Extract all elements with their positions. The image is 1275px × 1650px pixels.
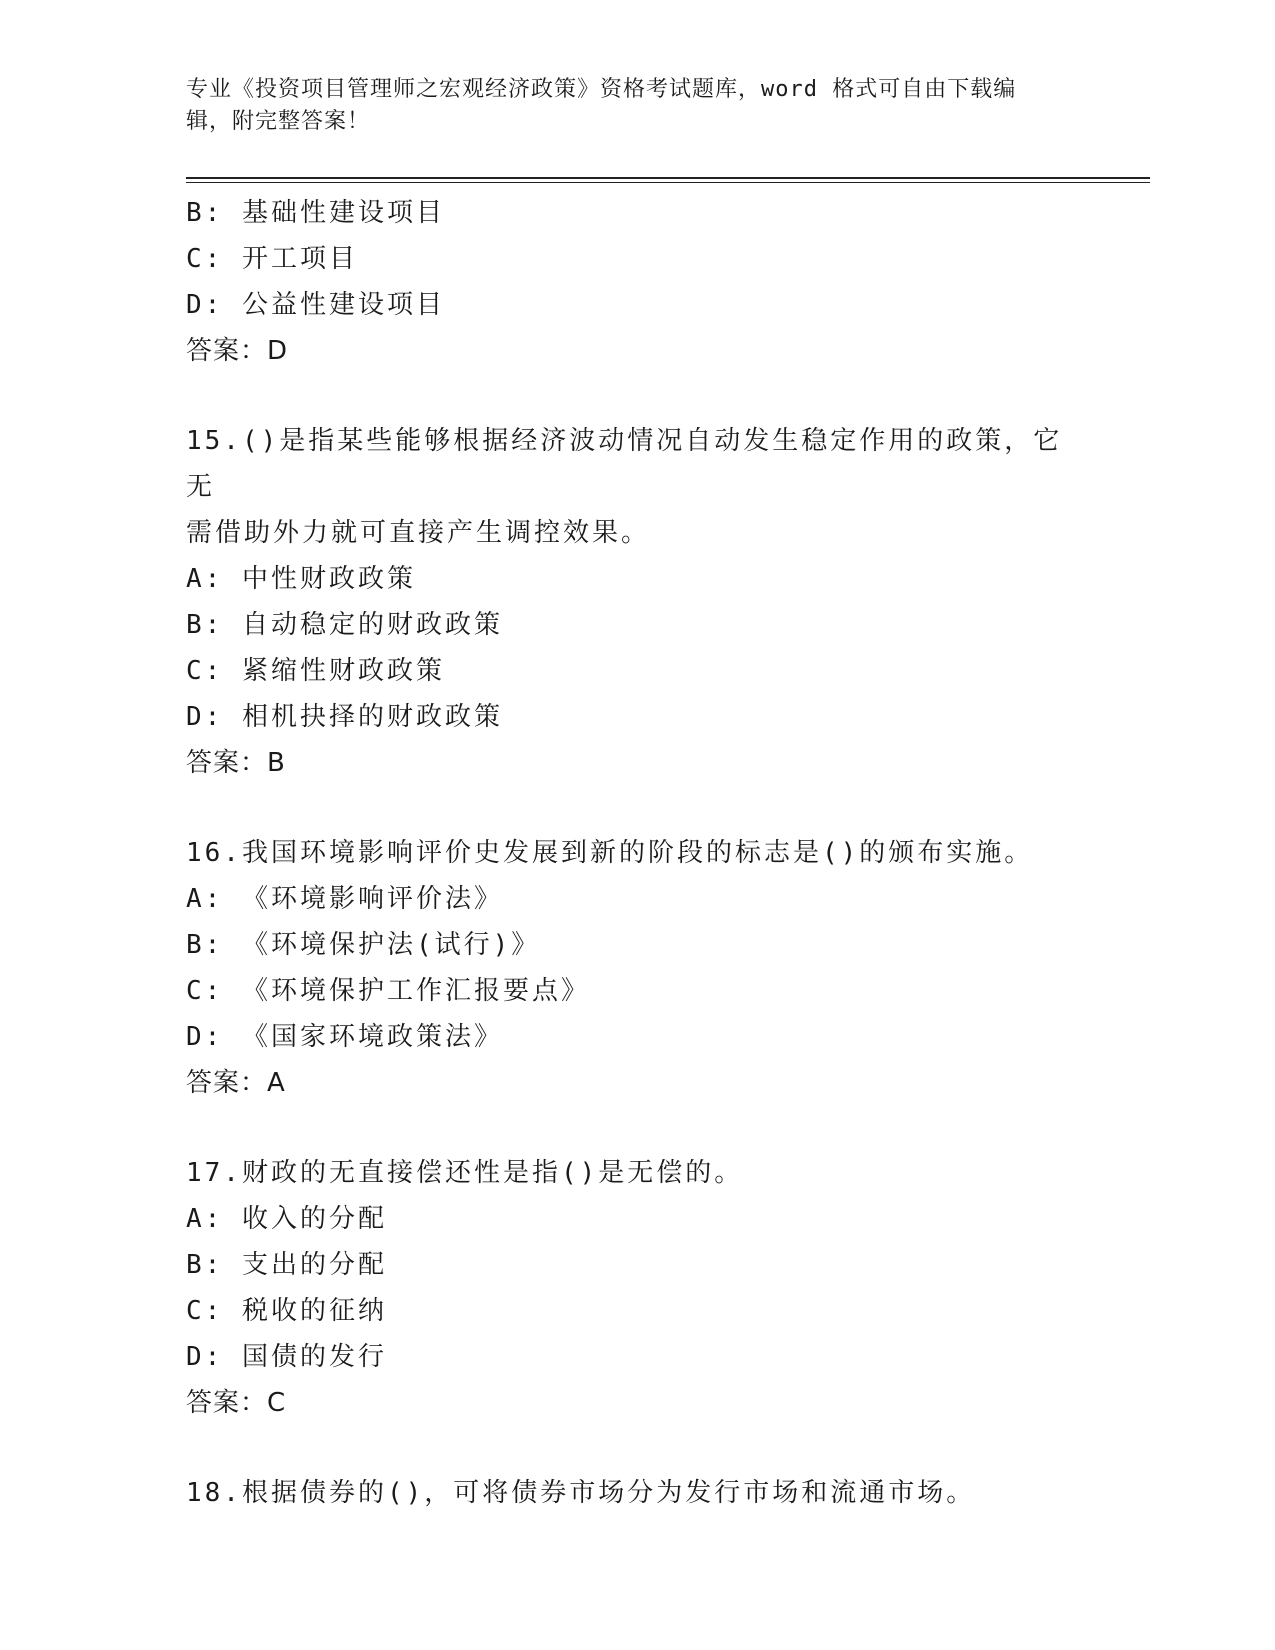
answer-line: 答案：A	[186, 1068, 286, 1098]
question-stem-line-1: 16.我国环境影响评价史发展到新的阶段的标志是()的颁布实施。	[186, 838, 1034, 868]
option-b: B: 自动稳定的财政政策	[186, 610, 503, 640]
question-stem-line-1: 15.()是指某些能够根据经济波动情况自动发生稳定作用的政策，它无	[186, 426, 1063, 502]
option-c: C: 《环境保护工作汇报要点》	[186, 976, 590, 1006]
option-c: C: 税收的征纳	[186, 1296, 387, 1326]
spacer	[186, 374, 1086, 418]
option-d: D: 《国家环境政策法》	[186, 1022, 503, 1052]
option-b: B: 基础性建设项目	[186, 198, 445, 228]
option-a: A: 《环境影响评价法》	[186, 884, 503, 914]
spacer	[186, 1426, 1086, 1470]
option-a: A: 收入的分配	[186, 1204, 387, 1234]
question-list	[186, 190, 1086, 1516]
option-d: D: 相机抉择的财政政策	[186, 702, 503, 732]
option-b: B: 支出的分配	[186, 1250, 387, 1280]
option-c: C: 开工项目	[186, 244, 358, 274]
question-16	[186, 830, 1086, 1106]
option-d: D: 公益性建设项目	[186, 290, 445, 320]
question-stem-line-1: 17.财政的无直接偿还性是指()是无偿的。	[186, 1158, 744, 1188]
header-divider-thick	[186, 177, 1150, 179]
option-d: D: 国债的发行	[186, 1342, 387, 1372]
answer-line: 答案：B	[186, 748, 286, 778]
option-a: A: 中性财政政策	[186, 564, 416, 594]
question-14	[186, 190, 1086, 374]
document-header	[186, 74, 1066, 138]
header-line-1: 专业《投资项目管理师之宏观经济政策》资格考试题库，word 格式可自由下载编	[186, 77, 1017, 102]
question-15	[186, 418, 1086, 786]
question-18	[186, 1470, 1086, 1516]
question-17	[186, 1150, 1086, 1426]
question-stem-line-1: 18.根据债券的()，可将债券市场分为发行市场和流通市场。	[186, 1478, 976, 1508]
option-c: C: 紧缩性财政政策	[186, 656, 445, 686]
header-line-2: 辑，附完整答案！	[186, 109, 371, 134]
option-b: B: 《环境保护法(试行)》	[186, 930, 541, 960]
spacer	[186, 786, 1086, 830]
question-stem-line-2: 需借助外力就可直接产生调控效果。	[186, 518, 651, 548]
answer-line: 答案：D	[186, 336, 289, 366]
header-divider-thin	[186, 182, 1150, 183]
spacer	[186, 1106, 1086, 1150]
answer-line: 答案：C	[186, 1388, 287, 1418]
